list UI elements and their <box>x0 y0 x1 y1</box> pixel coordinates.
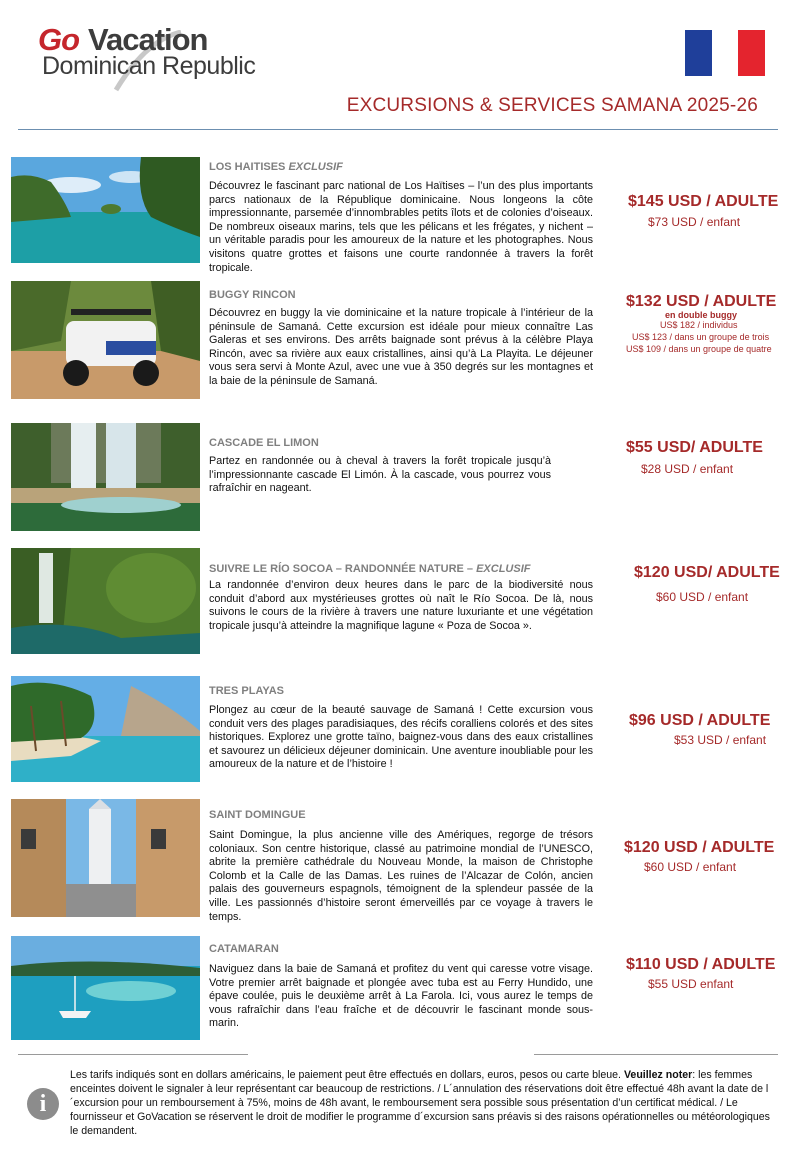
french-flag-icon <box>685 30 765 76</box>
price-line: US$ 182 / individus <box>660 320 738 330</box>
price-adult: $132 USD / ADULTE <box>626 293 777 310</box>
price-line: US$ 109 / dans un groupe de quatre <box>626 344 772 354</box>
price-adult: $96 USD / ADULTE <box>629 712 771 729</box>
info-icon: i <box>27 1088 59 1120</box>
saint-domingue-photo <box>11 799 200 917</box>
price-adult: $55 USD/ ADULTE <box>626 439 763 456</box>
excursion-title: BUGGY RINCON <box>209 289 296 301</box>
price-child: $28 USD / enfant <box>641 462 734 476</box>
excursion-description: Saint Domingue, la plus ancienne ville des Amériques, regorge de trésors coloniaux. Son centre historique, classé au patrimoine mondial de l’UNESCO, abrite la première cathédrale du Nouveau Monde, la maison de Christophe Colomb et la Calle de las Damas. Les ruines de l’Alcazar de Colón, ancien palais des gouverneurs espagnols, témoignent de la splendeur passée de la ville. Les passionnés d’histoire seront émerveillés par ce voyage à travers le temps. <box>209 829 593 923</box>
price-child: $53 USD / enfant <box>674 733 767 747</box>
excursion-description: Découvrez en buggy la vie dominicaine et la nature tropicale à l’intérieur de la péninsule de Samaná. Cette excursion est idéale pour mieux connaître Las Galeras et ses environs. Des arrêts baignade sont prévus à la célèbre Playa Rincón, avec sa rivière aux eaux cristallines, ainsi qu’à La Playita. Le déjeuner vous sera servi à Monte Azul, avec une vue à 350 degrés sur les montagnes et la baie de la péninsule de Samaná. <box>209 307 593 387</box>
price-line: US$ 123 / dans un groupe de trois <box>632 332 770 342</box>
footer-divider-left <box>18 1054 248 1055</box>
document-title: EXCURSIONS & SERVICES SAMANA 2025-26 <box>346 95 758 116</box>
catamaran-photo <box>11 936 200 1040</box>
price-adult: $110 USD / ADULTE <box>626 956 776 973</box>
excursion-title: SAINT DOMINGUE <box>209 809 306 821</box>
excursion-title: SUIVRE LE RÍO SOCOA – RANDONNÉE NATURE – EXCLUSIF <box>209 563 531 575</box>
tres-playas-photo <box>11 676 200 782</box>
logo-vacation: Vacation <box>88 22 208 57</box>
price-child: $55 USD enfant <box>648 977 734 991</box>
excursion-title: CASCADE EL LIMON <box>209 437 319 449</box>
excursion-description: Partez en randonnée ou à cheval à travers la forêt tropicale jusqu’à l’impressionnante cascade El Limón. À la cascade, vous pourrez vous rafraîchir en nageant. <box>209 455 551 495</box>
excursion-title: TRES PLAYAS <box>209 685 284 697</box>
footer-note: Les tarifs indiqués sont en dollars américains, le paiement peut être effectués en dollars, euros, pesos ou carte bleue. Veuillez noter: les femmes enceintes doivent le signaler à leur représentant car beaucoup de restrictions. / L´annulation des réservations doit être effectué 48h avant la date de l´excursion pour un remboursement à 75%, moins de 48h avant, le remboursement sera possible sous présentation d’un certificat médical. / Le fournisseur et GoVacation se réservent le droit de modifier le programme d´excursion sans préavis si des raisons opérationnelles ou météorologiques le demandent. <box>70 1069 770 1137</box>
price-adult: $120 USD/ ADULTE <box>634 564 780 581</box>
header-divider <box>18 129 778 130</box>
price-child: $60 USD / enfant <box>656 590 749 604</box>
logo-go: Go <box>38 22 80 57</box>
price-adult: $145 USD / ADULTE <box>628 193 779 210</box>
rio-socoa-photo <box>11 548 200 654</box>
price-adult: $120 USD / ADULTE <box>624 839 775 856</box>
excursion-description: La randonnée d’environ deux heures dans le parc de la biodiversité nous conduit d’abord aux mystérieuses grottes où naît le Río Socoa. De là, nous suivons le cours de la rivière à travers une nature luxuriante et une végétation tropicale jusqu’à atteindre la magnifique lagune « Poza de Socoa ». <box>209 579 593 632</box>
excursion-description: Plongez au cœur de la beauté sauvage de Samaná ! Cette excursion vous conduit vers des plages paradisiaques, des récifs coralliens colorés et des sites historiques. Explorez une grotte taïno, baignez-vous dans des eaux cristallines et savourez un délicieux déjeuner dominicain. Une aventure inoubliable pour les amoureux de la nature et de l’histoire ! <box>209 704 593 771</box>
price-note: en double buggy <box>665 310 737 320</box>
excursion-title: LOS HAITISES EXCLUSIF <box>209 161 343 173</box>
footer-divider-right <box>534 1054 778 1055</box>
price-child: $60 USD / enfant <box>644 860 737 874</box>
excursion-description: Découvrez le fascinant parc national de Los Haïtises – l’un des plus importants parcs nationaux de la République dominicaine. Nous longeons la côte impressionnante, parsemée d’innombrables petits îlots et de colonies d’oiseaux. De nombreux oiseaux marins, tels que les pélicans et les frégates, y nichent – un véritable paradis pour les amoureux de la nature et les photographes. Nous visitons quatre grottes et faisons une courte randonnée à travers la forêt tropicale. <box>209 180 593 274</box>
govacation-logo <box>38 22 300 82</box>
los-haitises-photo <box>11 157 200 263</box>
cascade-el-limon-photo <box>11 423 200 531</box>
excursion-title: CATAMARAN <box>209 943 279 955</box>
logo-subtitle: Dominican Republic <box>42 52 256 80</box>
excursion-description: Naviguez dans la baie de Samaná et profitez du vent qui caresse votre visage. Votre premier arrêt baignade et plongée avec tuba est au Ferry Hundido, une épave coulée, puis le deuxième arrêt à La Farola. Ici, vous aurez le temps de vous rafraîchir dans l’eau fraîche et de découvrir le fascinant monde sous-marin. <box>209 963 593 1030</box>
price-child: $73 USD / enfant <box>648 215 741 229</box>
buggy-rincon-photo <box>11 281 200 399</box>
